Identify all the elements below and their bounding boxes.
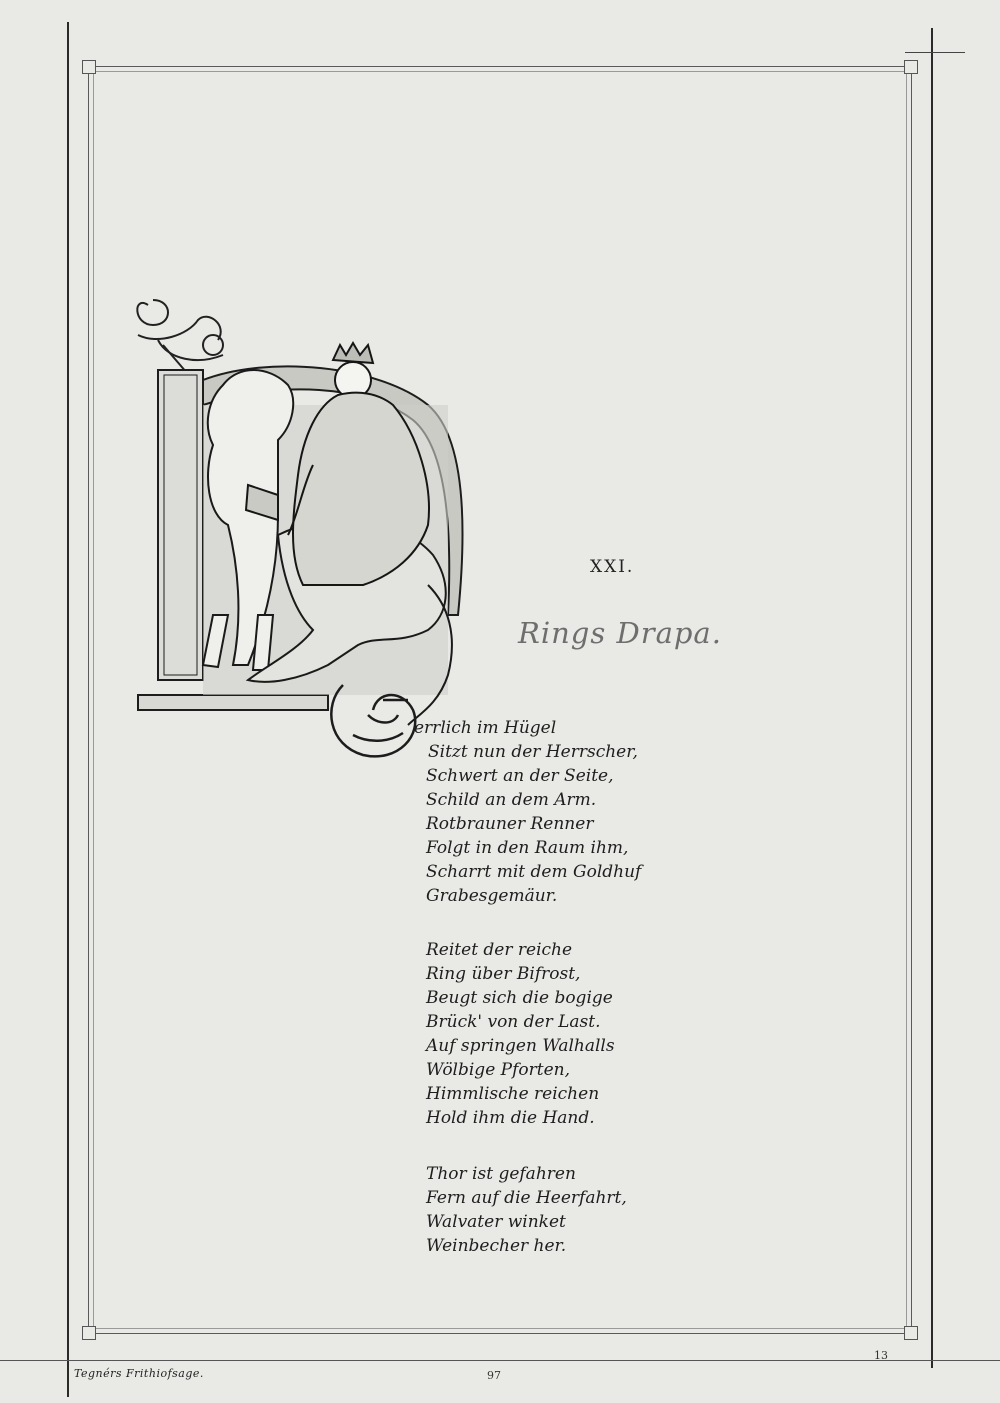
scroll-ornament-icon	[331, 685, 415, 756]
chapter-title: Rings Drapa.	[518, 616, 722, 650]
poem-line: Grabesgemäur.	[426, 886, 558, 906]
printer-signature: 13	[874, 1349, 888, 1362]
poem-line: Thor ist gefahren	[426, 1164, 576, 1184]
trim-line-left	[67, 22, 69, 1397]
poem-line: Ring über Bifrost,	[426, 964, 581, 984]
poem-line: Scharrt mit dem Goldhuf	[426, 862, 642, 882]
poem-line: Himmlische reichen	[426, 1084, 600, 1104]
poem-line: Beugt sich die bogige	[426, 988, 613, 1008]
poem-line: Walvater winket	[426, 1212, 566, 1232]
trim-line-top-right	[905, 52, 965, 53]
page-number: 97	[487, 1369, 501, 1382]
running-footer-title: Tegnérs Frithiofsage.	[74, 1367, 204, 1380]
poem-line: Wölbige Pforten,	[426, 1060, 570, 1080]
poem-line: Schwert an der Seite,	[426, 766, 614, 786]
trim-line-bottom	[0, 1360, 1000, 1361]
poem-line: Hold ihm die Hand.	[426, 1108, 595, 1128]
poem-line: Rotbrauner Renner	[426, 814, 594, 834]
poem-line: Reitet der reiche	[426, 940, 573, 960]
scroll-ornament-icon	[137, 300, 223, 380]
frame-corner-ornament	[904, 1326, 918, 1340]
chapter-numeral: XXI.	[590, 557, 635, 577]
poem-line: Sitzt nun der Herrscher,	[428, 742, 638, 762]
trim-line-right	[931, 28, 933, 1368]
poem-line: Auf springen Walhalls	[426, 1036, 615, 1056]
poem-line: errlich im Hügel	[414, 718, 557, 738]
frame-corner-ornament	[82, 1326, 96, 1340]
frame-corner-ornament	[904, 60, 918, 74]
poem-line: Schild an dem Arm.	[426, 790, 597, 810]
frame-corner-ornament	[82, 60, 96, 74]
poem-line: Folgt in den Raum ihm,	[426, 838, 629, 858]
poem-line: Fern auf die Heerfahrt,	[426, 1188, 627, 1208]
illuminated-initial-illustration	[128, 285, 468, 770]
poem-line: Weinbecher her.	[426, 1236, 567, 1256]
poem-line: Brück' von der Last.	[426, 1012, 601, 1032]
